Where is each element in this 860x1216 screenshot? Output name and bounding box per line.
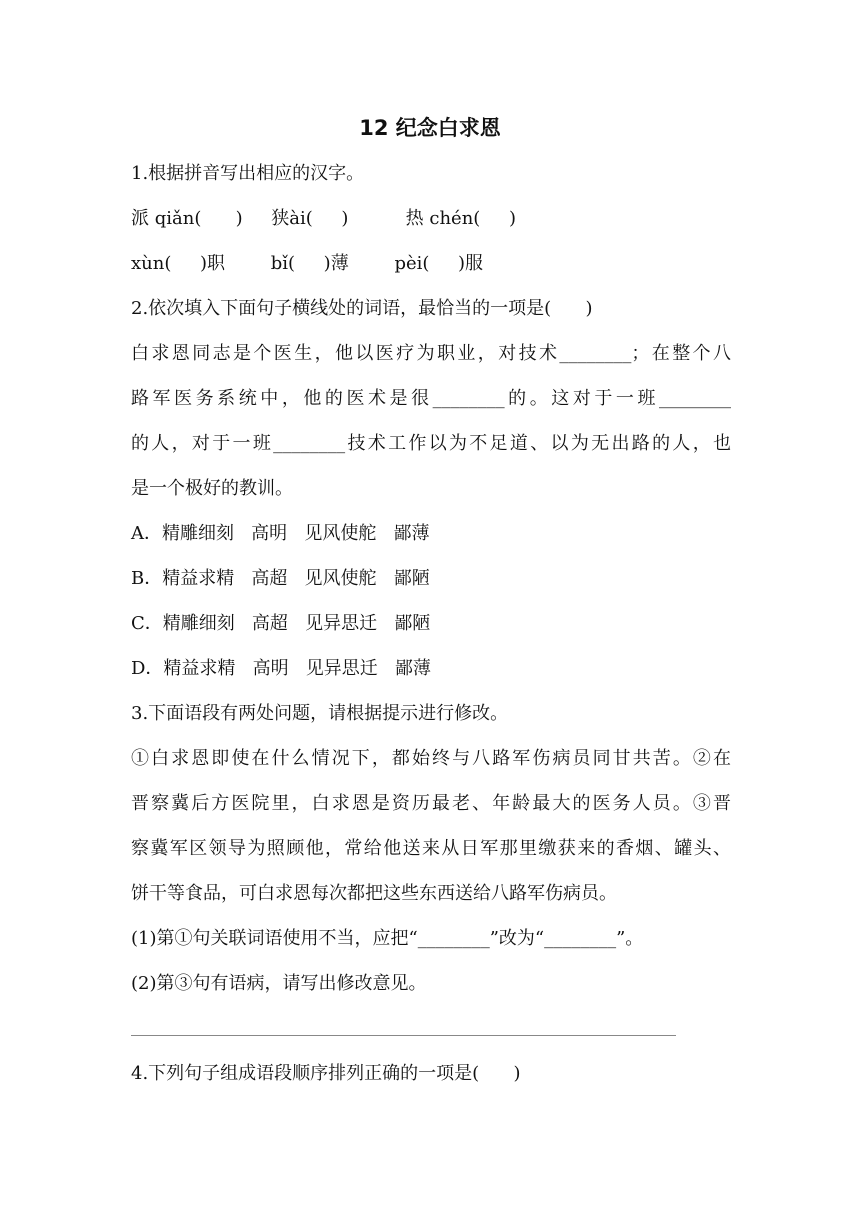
question-3-passage-line: 晋察冀后方医院里，白求恩是资历最老、年龄最大的医务人员。③晋	[131, 793, 731, 814]
page-title: 12 纪念白求恩	[359, 116, 501, 140]
question-2-option-b: B．精益求精 高超 见风使舵 鄙陋	[131, 568, 430, 589]
question-2-passage-line: 是一个极好的教训。	[131, 478, 293, 499]
question-3-subquestion-1: (1)第①句关联词语使用不当，应把“________”改为“________”。	[131, 928, 644, 949]
question-1-pinyin-row-2: xùn( )职 bǐ( )薄 pèi( )服	[131, 253, 484, 274]
question-2-option-d: D．精益求精 高明 见异思迁 鄙薄	[131, 658, 431, 679]
question-2-passage-line: 白求恩同志是个医生，他以医疗为职业，对技术________；在整个八	[131, 343, 731, 364]
question-1-prompt: 1.根据拼音写出相应的汉字。	[131, 163, 365, 184]
question-3-passage-line: 饼干等食品，可白求恩每次都把这些东西送给八路军伤病员。	[131, 883, 617, 904]
question-3-passage-line: 察冀军区领导为照顾他，常给他送来从日军那里缴获来的香烟、罐头、	[131, 838, 731, 859]
question-2-prompt: 2.依次填入下面句子横线处的词语，最恰当的一项是( )	[131, 298, 593, 319]
question-1-pinyin-row-1: 派 qiǎn( ) 狭ài( ) 热 chén( )	[131, 208, 516, 229]
question-2-option-c: C．精雕细刻 高超 见异思迁 鄙陋	[131, 613, 431, 634]
question-2-option-a: A．精雕细刻 高明 见风使舵 鄙薄	[131, 523, 430, 544]
question-3-subquestion-2: (2)第③句有语病，请写出修改意见。	[131, 973, 427, 994]
question-2-passage-line: 路军医务系统中，他的医术是很________的。这对于一班________	[131, 388, 731, 409]
question-3-passage-line: ①白求恩即使在什么情况下，都始终与八路军伤病员同甘共苦。②在	[131, 748, 731, 769]
question-4-prompt: 4.下列句子组成语段顺序排列正确的一项是( )	[131, 1063, 521, 1084]
answer-blank-line	[131, 1035, 676, 1036]
question-2-passage-line: 的人，对于一班________技术工作以为不足道、以为无出路的人，也	[131, 433, 731, 454]
question-3-prompt: 3.下面语段有两处问题，请根据提示进行修改。	[131, 703, 509, 724]
